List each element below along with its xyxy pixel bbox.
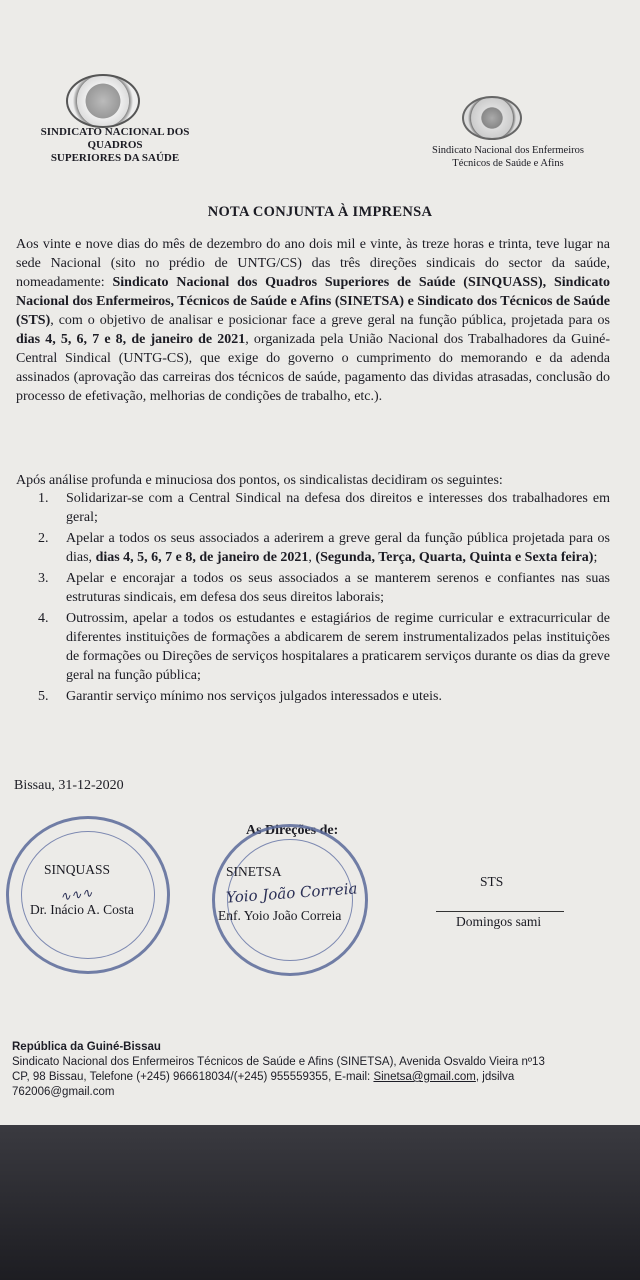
list-item (16, 687, 610, 706)
footer-email-tail: , jdsilva (475, 1071, 515, 1083)
header-left-line: SINDICATO NACIONAL DOS (40, 126, 190, 138)
sts-signature-line (436, 911, 564, 912)
list-text: Solidarizar-se com a Central Sindical na defesa dos direitos e interesses dos trabalhadores em geral; (66, 491, 610, 525)
list-text: Outrossim, apelar a todos os estudantes e estagiários de regime curricular e extracurricular de diferentes instituições de formações a abdicarem de serem instrumentalizados pelas instituições de formações ou Direções de serviços hospitalares a praticarem serviços durante os dias da greve geral na função pública; (66, 611, 610, 683)
sinquass-logo-icon (66, 74, 140, 128)
footer-email-link[interactable]: Sinetsa@gmail.com (373, 1071, 476, 1083)
sts-org-label: STS (480, 874, 504, 889)
header-left-line: QUADROS (87, 139, 143, 151)
footer-email-cont: 762006@gmail.com (12, 1086, 115, 1098)
list-item (16, 529, 610, 567)
para-text: , organizada pela União Nacional dos Trabalhadores da Guiné- Central Sindical (UNTG-CS), que exige do governo o cumprimento do memorando e da adenda assinados (aprovação das carreiras dos técnicos de saúde, pagamento das dividas atrasadas, conclusão do processo de efetivação, melhorias de condições de trabalho, etc.). (16, 332, 610, 404)
sinquass-signature-icon: ∿∿∿ (59, 885, 94, 906)
para-text: Aos vinte e nove dias do mês de dezembro do ano dois mil e vinte, às treze horas e trinta, teve lugar na sede Nacional (sito no prédio de UNTG/CS) das três direções sindicais do sector da saúde, nomeadamente: (16, 237, 610, 290)
directions-label: As Direções de: (246, 823, 339, 838)
intro-paragraph (16, 235, 610, 406)
para-bold-text: Sindicato Nacional dos Quadros Superiores de Saúde (SINQUASS), Sindicato Nacional dos Enfermeiros, Técnicos de Saúde e Afins (SINETSA) e Sindicato dos Técnicos de Saúde (STS) (16, 275, 610, 328)
list-text: Garantir serviço mínimo nos serviços julgados interessados e uteis. (66, 689, 442, 704)
header-left-line: SUPERIORES DA SAÚDE (50, 152, 180, 164)
sinetsa-logo-icon (462, 96, 522, 140)
footer-phone: CP, 98 Bissau, Telefone (+245) 966618034/(+245) 955559355, E-mail: (12, 1071, 374, 1083)
list-bold-text: dias 4, 5, 6, 7 e 8, de janeiro de 2021 (95, 550, 309, 565)
sinetsa-signature-handwriting: Yoio João Correia (225, 879, 358, 907)
footer-address: Sindicato Nacional dos Enfermeiros Técnicos de Saúde e Afins (SINETSA), Avenida Osvaldo Vieira nº13 (12, 1056, 545, 1068)
list-number: 1. (38, 491, 49, 506)
list-text: Apelar a todos os seus associados a aderirem a greve geral da função pública projetada para os dias, (66, 531, 610, 565)
list-number: 5. (38, 689, 49, 704)
list-text: ; (593, 550, 598, 565)
list-item (16, 569, 610, 607)
decision-intro: Após análise profunda e minuciosa dos pontos, os sindicalistas decidiram os seguintes: (16, 473, 503, 488)
header-right-line: Técnicos de Saúde e Afins (452, 158, 564, 169)
list-number: 3. (38, 571, 49, 586)
sinetsa-org-label: SINETSA (226, 864, 282, 879)
header-left-org (20, 126, 210, 165)
document-date: Bissau, 31-12-2020 (14, 778, 124, 793)
list-number: 4. (38, 611, 49, 626)
letterhead-footer (12, 1040, 622, 1100)
list-text: , (308, 550, 316, 565)
footer-country: República da Guiné-Bissau (12, 1041, 161, 1053)
sinetsa-signatory: Enf. Yoio João Correia (218, 908, 342, 923)
sinquass-org-label: SINQUASS (44, 862, 111, 877)
sts-signatory: Domingos sami (456, 914, 542, 929)
footer-contact (12, 1070, 622, 1085)
table-surface (0, 1125, 640, 1280)
para-bold-text: dias 4, 5, 6, 7 e 8, de janeiro de 2021 (16, 332, 246, 347)
list-item (16, 609, 610, 685)
sinquass-signatory: Dr. Inácio A. Costa (30, 902, 134, 917)
para-text: , com o objetivo de analisar e posicionar face a greve geral na função pública, projetada para os (50, 313, 610, 328)
decision-list (16, 489, 610, 708)
header-right-line: Sindicato Nacional dos Enfermeiros (432, 145, 584, 156)
list-item (16, 489, 610, 527)
list-text: Apelar e encorajar a todos os seus associados a se manterem serenos e confiantes nas suas estruturas sindicais, em defesa dos seus direitos laborais; (66, 571, 610, 605)
header-right-org (408, 144, 608, 170)
list-bold-text: (Segunda, Terça, Quarta, Quinta e Sexta feira) (315, 550, 594, 565)
list-number: 2. (38, 531, 49, 546)
document-title: NOTA CONJUNTA À IMPRENSA (207, 204, 433, 220)
